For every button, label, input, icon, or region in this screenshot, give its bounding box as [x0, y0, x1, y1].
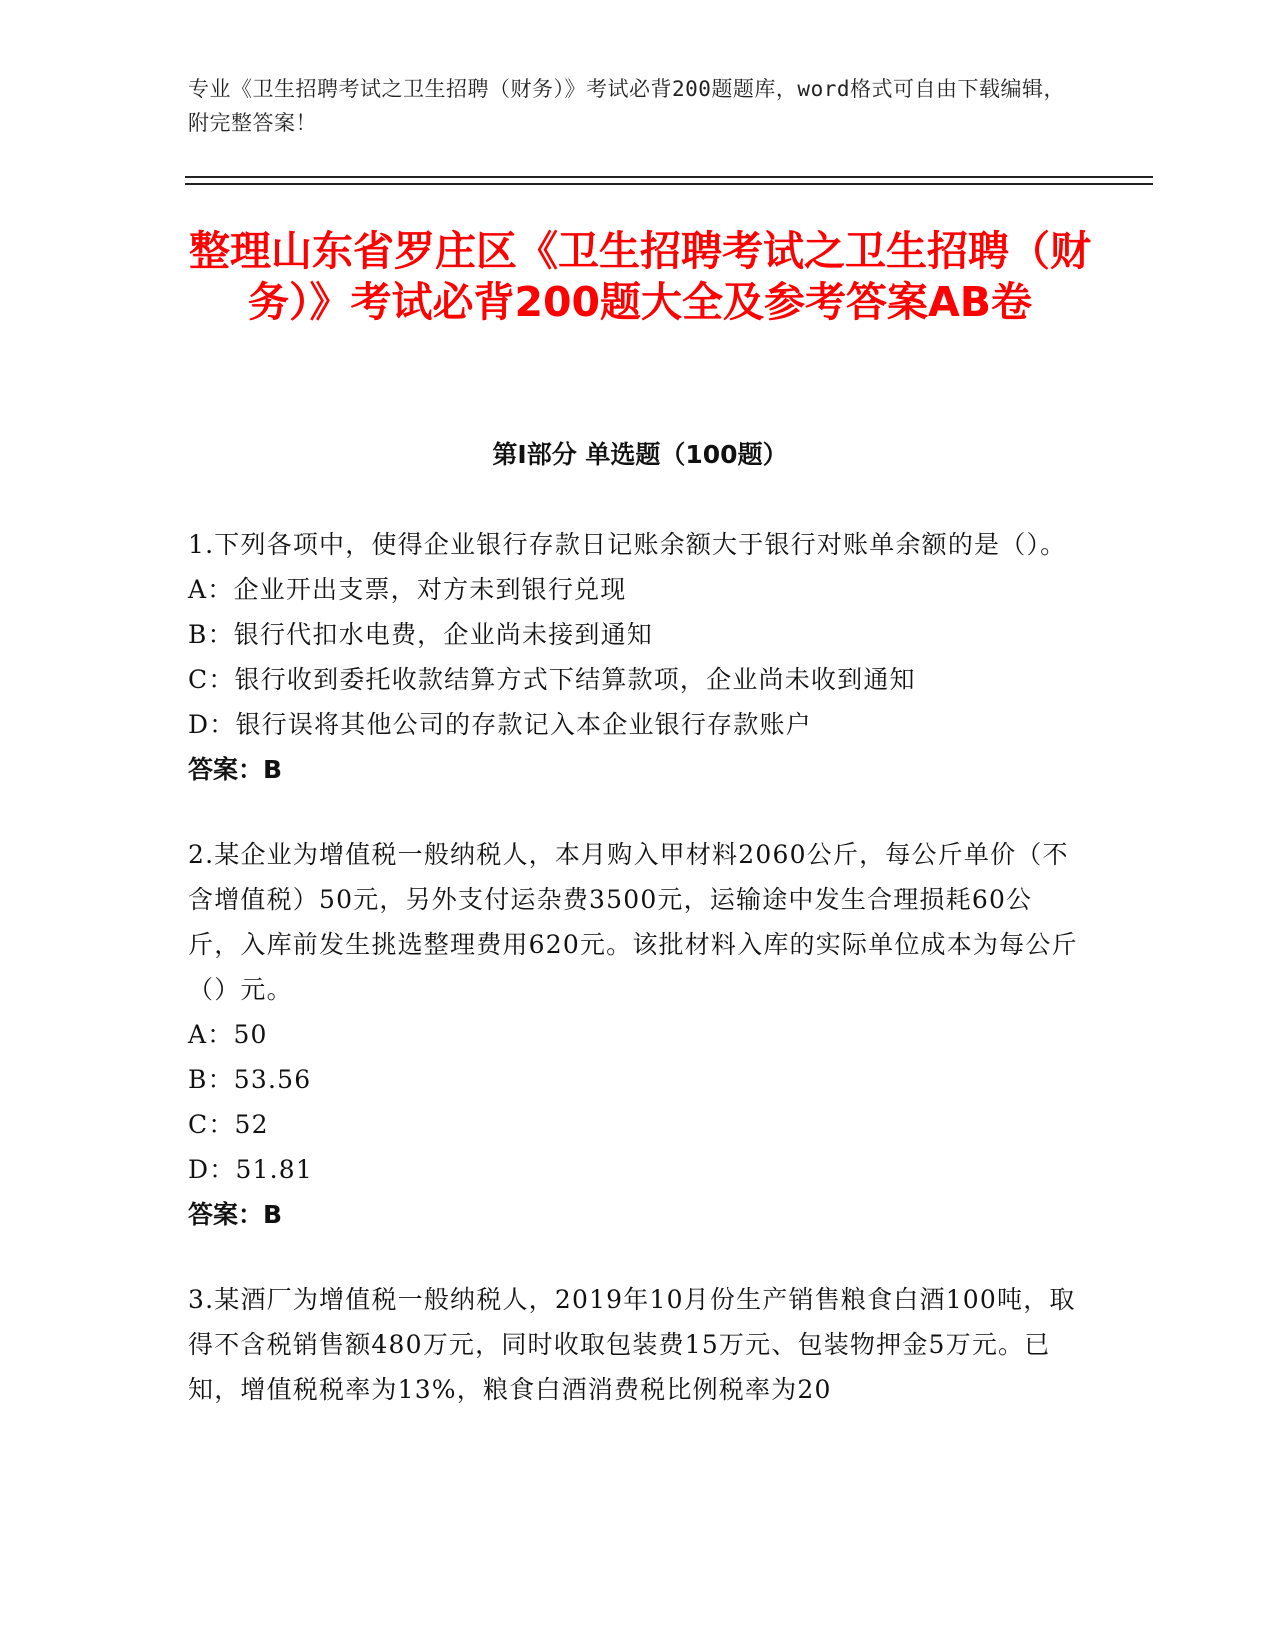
answer-label: 答案：B [188, 755, 283, 784]
option-a: A：企业开出支票，对方未到银行兑现 [188, 575, 627, 604]
answer-label: 答案：B [188, 1200, 283, 1229]
question-2 [188, 832, 1078, 1237]
option-b: B：银行代扣水电费，企业尚未接到通知 [188, 620, 653, 649]
question-1 [188, 522, 1078, 792]
option-c: C：银行收到委托收款结算方式下结算款项，企业尚未收到通知 [188, 665, 916, 694]
question-3 [188, 1277, 1078, 1412]
option-b: B：53.56 [188, 1065, 312, 1094]
option-c: C：52 [188, 1110, 269, 1139]
option-a: A：50 [188, 1020, 268, 1049]
question-stem: 2.某企业为增值税一般纳税人，本月购入甲材料2060公斤，每公斤单价（不含增值税）50元，另外支付运杂费3500元，运输途中发生合理损耗60公斤，入库前发生挑选整理费用620元。该批材料入库的实际单位成本为每公斤（）元。 [188, 840, 1078, 1004]
question-stem: 1.下列各项中，使得企业银行存款日记账余额大于银行对账单余额的是（）。 [188, 530, 1067, 559]
question-list [188, 522, 1078, 1452]
header-divider-bottom [185, 183, 1153, 185]
option-d: D：银行误将其他公司的存款记入本企业银行存款账户 [188, 710, 812, 739]
header-note: 专业《卫生招聘考试之卫生招聘（财务）》考试必背200题题库，word格式可自由下载编辑，附完整答案！ [188, 77, 1065, 135]
document-title: 整理山东省罗庄区《卫生招聘考试之卫生招聘（财务）》考试必背200题大全及参考答案AB卷 [189, 227, 1091, 326]
question-stem: 3.某酒厂为增值税一般纳税人，2019年10月份生产销售粮食白酒100吨，取得不含税销售额480万元，同时收取包装费15万元、包装物押金5万元。已知，增值税税率为13%，粮食白酒消费税比例税率为20 [188, 1285, 1076, 1404]
header-divider-top [185, 176, 1153, 178]
section-heading: 第Ⅰ部分 单选题（100题） [492, 440, 788, 469]
option-d: D：51.81 [188, 1155, 314, 1184]
